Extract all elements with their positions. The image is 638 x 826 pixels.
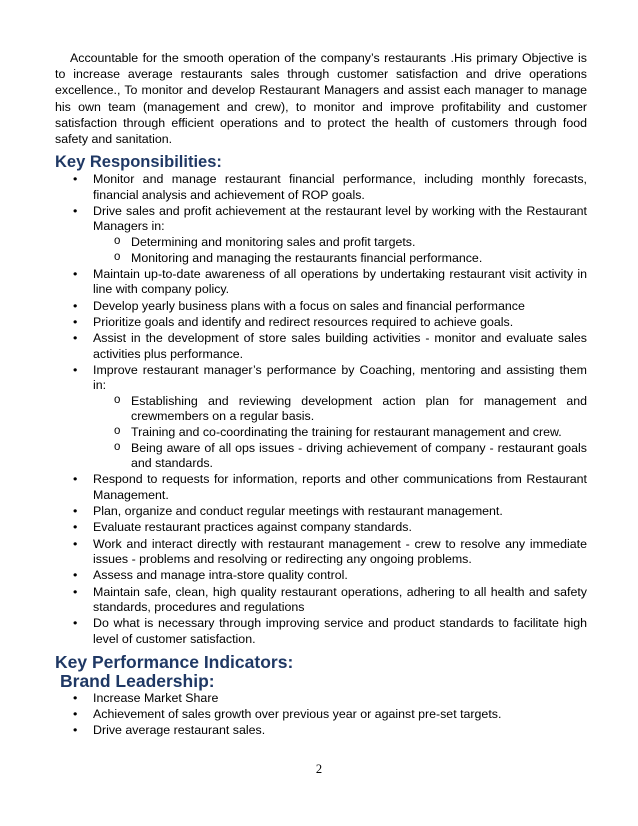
list-item [55, 691, 587, 707]
list-item [55, 707, 587, 723]
list-item-text: Respond to requests for information, reports and other communications from Restaurant Management. [93, 472, 587, 503]
list-item-text: Improve restaurant manager’s performance by Coaching, mentoring and assisting them in: [93, 362, 587, 393]
list-item-text: Maintain safe, clean, high quality restaurant operations, adhering to all health and safety standards, procedures and regulations [93, 584, 587, 615]
list-item [55, 537, 587, 568]
kpi-heading: Key Performance Indicators: [55, 652, 294, 672]
list-item-text: Drive average restaurant sales. [93, 723, 266, 738]
list-item [55, 331, 587, 362]
key-responsibilities-list [55, 172, 587, 648]
list-item [55, 616, 587, 647]
sub-list-item: o Being aware of all ops issues - driving achievement of company - restaurant goals and standards. [93, 441, 587, 472]
sub-list-item: o Monitoring and managing the restaurants financial performance. [93, 251, 587, 267]
list-item [55, 204, 587, 266]
list-item-text: Evaluate restaurant practices against company standards. [93, 520, 412, 535]
list-item-text: Maintain up-to-date awareness of all operations by undertaking restaurant visit activity in line with company policy. [93, 266, 587, 297]
list-item [55, 504, 587, 520]
list-item-text: Plan, organize and conduct regular meetings with restaurant management. [93, 504, 503, 519]
brand-leadership-heading: Brand Leadership: [60, 671, 215, 691]
intro-paragraph: Accountable for the smooth operation of the company’s restaurants .His primary Objective is to increase average restaurants sales through customer satisfaction and drive operations excellence., To monitor and develop Restaurant Managers and assist each manager to manage his own team (management and crew), to monitor and improve profitability and customer satisfaction through efficient operations and to protect the health of customers through food safety and sanitation. [55, 51, 587, 147]
list-item [55, 299, 587, 315]
list-item-text: Work and interact directly with restaurant management - crew to resolve any immediate issues - problems and resolving or redirecting any ongoing problems. [93, 536, 587, 567]
list-item [55, 315, 587, 331]
list-item [55, 363, 587, 472]
list-item [55, 267, 587, 298]
sub-list [93, 394, 587, 472]
list-item-text: Increase Market Share [93, 691, 219, 705]
sub-list [93, 235, 587, 266]
list-item [55, 723, 587, 739]
page-number: 2 [315, 762, 323, 776]
list-item [55, 585, 587, 616]
sub-list-item: o Establishing and reviewing development action plan for management and crewmembers on a regular basis. [93, 394, 587, 425]
key-responsibilities-heading: Key Responsibilities: [55, 153, 222, 171]
sub-list-item: o Determining and monitoring sales and profit targets. [93, 235, 587, 251]
list-item-text: Do what is necessary through improving service and product standards to facilitate high level of customer satisfaction. [93, 616, 587, 646]
list-item-text: Drive sales and profit achievement at the restaurant level by working with the Restaurant Managers in: [93, 203, 587, 234]
list-item-text: Assess and manage intra-store quality control. [93, 568, 348, 583]
list-item [55, 520, 587, 536]
list-item [55, 472, 587, 503]
list-item-text: Assist in the development of store sales building activities - monitor and evaluate sales activities plus performance. [93, 330, 587, 361]
list-item-text: Prioritize goals and identify and redirect resources required to achieve goals. [93, 314, 514, 329]
sub-list-item: o Training and co-coordinating the training for restaurant management and crew. [93, 425, 587, 441]
list-item [55, 172, 587, 203]
list-item-text: Develop yearly business plans with a focus on sales and financial performance [93, 298, 525, 313]
kpi-list [55, 691, 587, 740]
list-item-text: Monitor and manage restaurant financial performance, including monthly forecasts, financial analysis and achievement of ROP goals. [93, 172, 587, 202]
list-item-text: Achievement of sales growth over previous year or against pre-set targets. [93, 707, 502, 722]
list-item [55, 568, 587, 584]
